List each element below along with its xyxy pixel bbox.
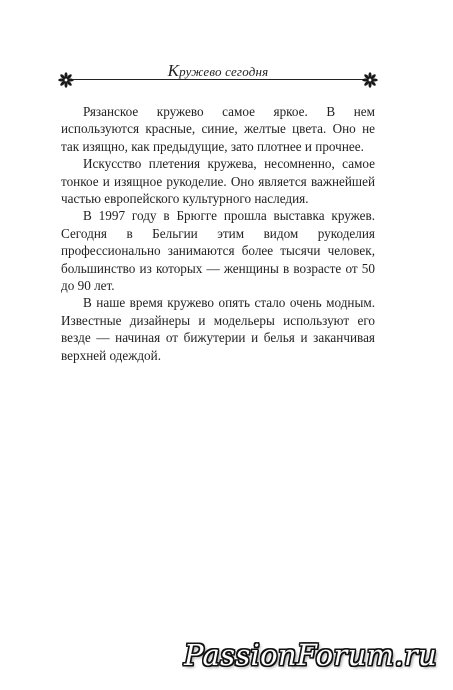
header-rule [72, 79, 364, 80]
body-text [61, 103, 375, 364]
header-title [60, 61, 376, 81]
site-watermark: PassionForum.ru [184, 638, 437, 672]
paragraph: В наше время кружево опять стало очень модным. Известные дизайнеры и модельеры используют его везде — начиная от бижутерии и белья и заканчивая верхней одеждой. [61, 295, 375, 363]
paragraph: В 1997 году в Брюгге прошла выставка кружев. Сегодня в Бельгии этим видом рукоделия профессионально занимаются более тысячи человек, большинство из которых — женщины в возрасте от 50 до 90 лет. [61, 208, 375, 294]
header-title-rest: ружево сегодня [179, 64, 269, 79]
flower-ornament-icon [362, 72, 378, 88]
paragraph: Искусство плетения кружева, несомненно, самое тонкое и изящное рукоделие. Оно является важнейшей частью европейского культурного наследия. [61, 156, 375, 207]
paragraph: Рязанское кружево самое яркое. В нем используются красные, синие, желтые цвета. Оно не так изящно, как предыдущие, зато плотнее и прочнее. [61, 104, 375, 154]
running-header [60, 56, 376, 90]
header-title-initial: К [167, 61, 180, 80]
